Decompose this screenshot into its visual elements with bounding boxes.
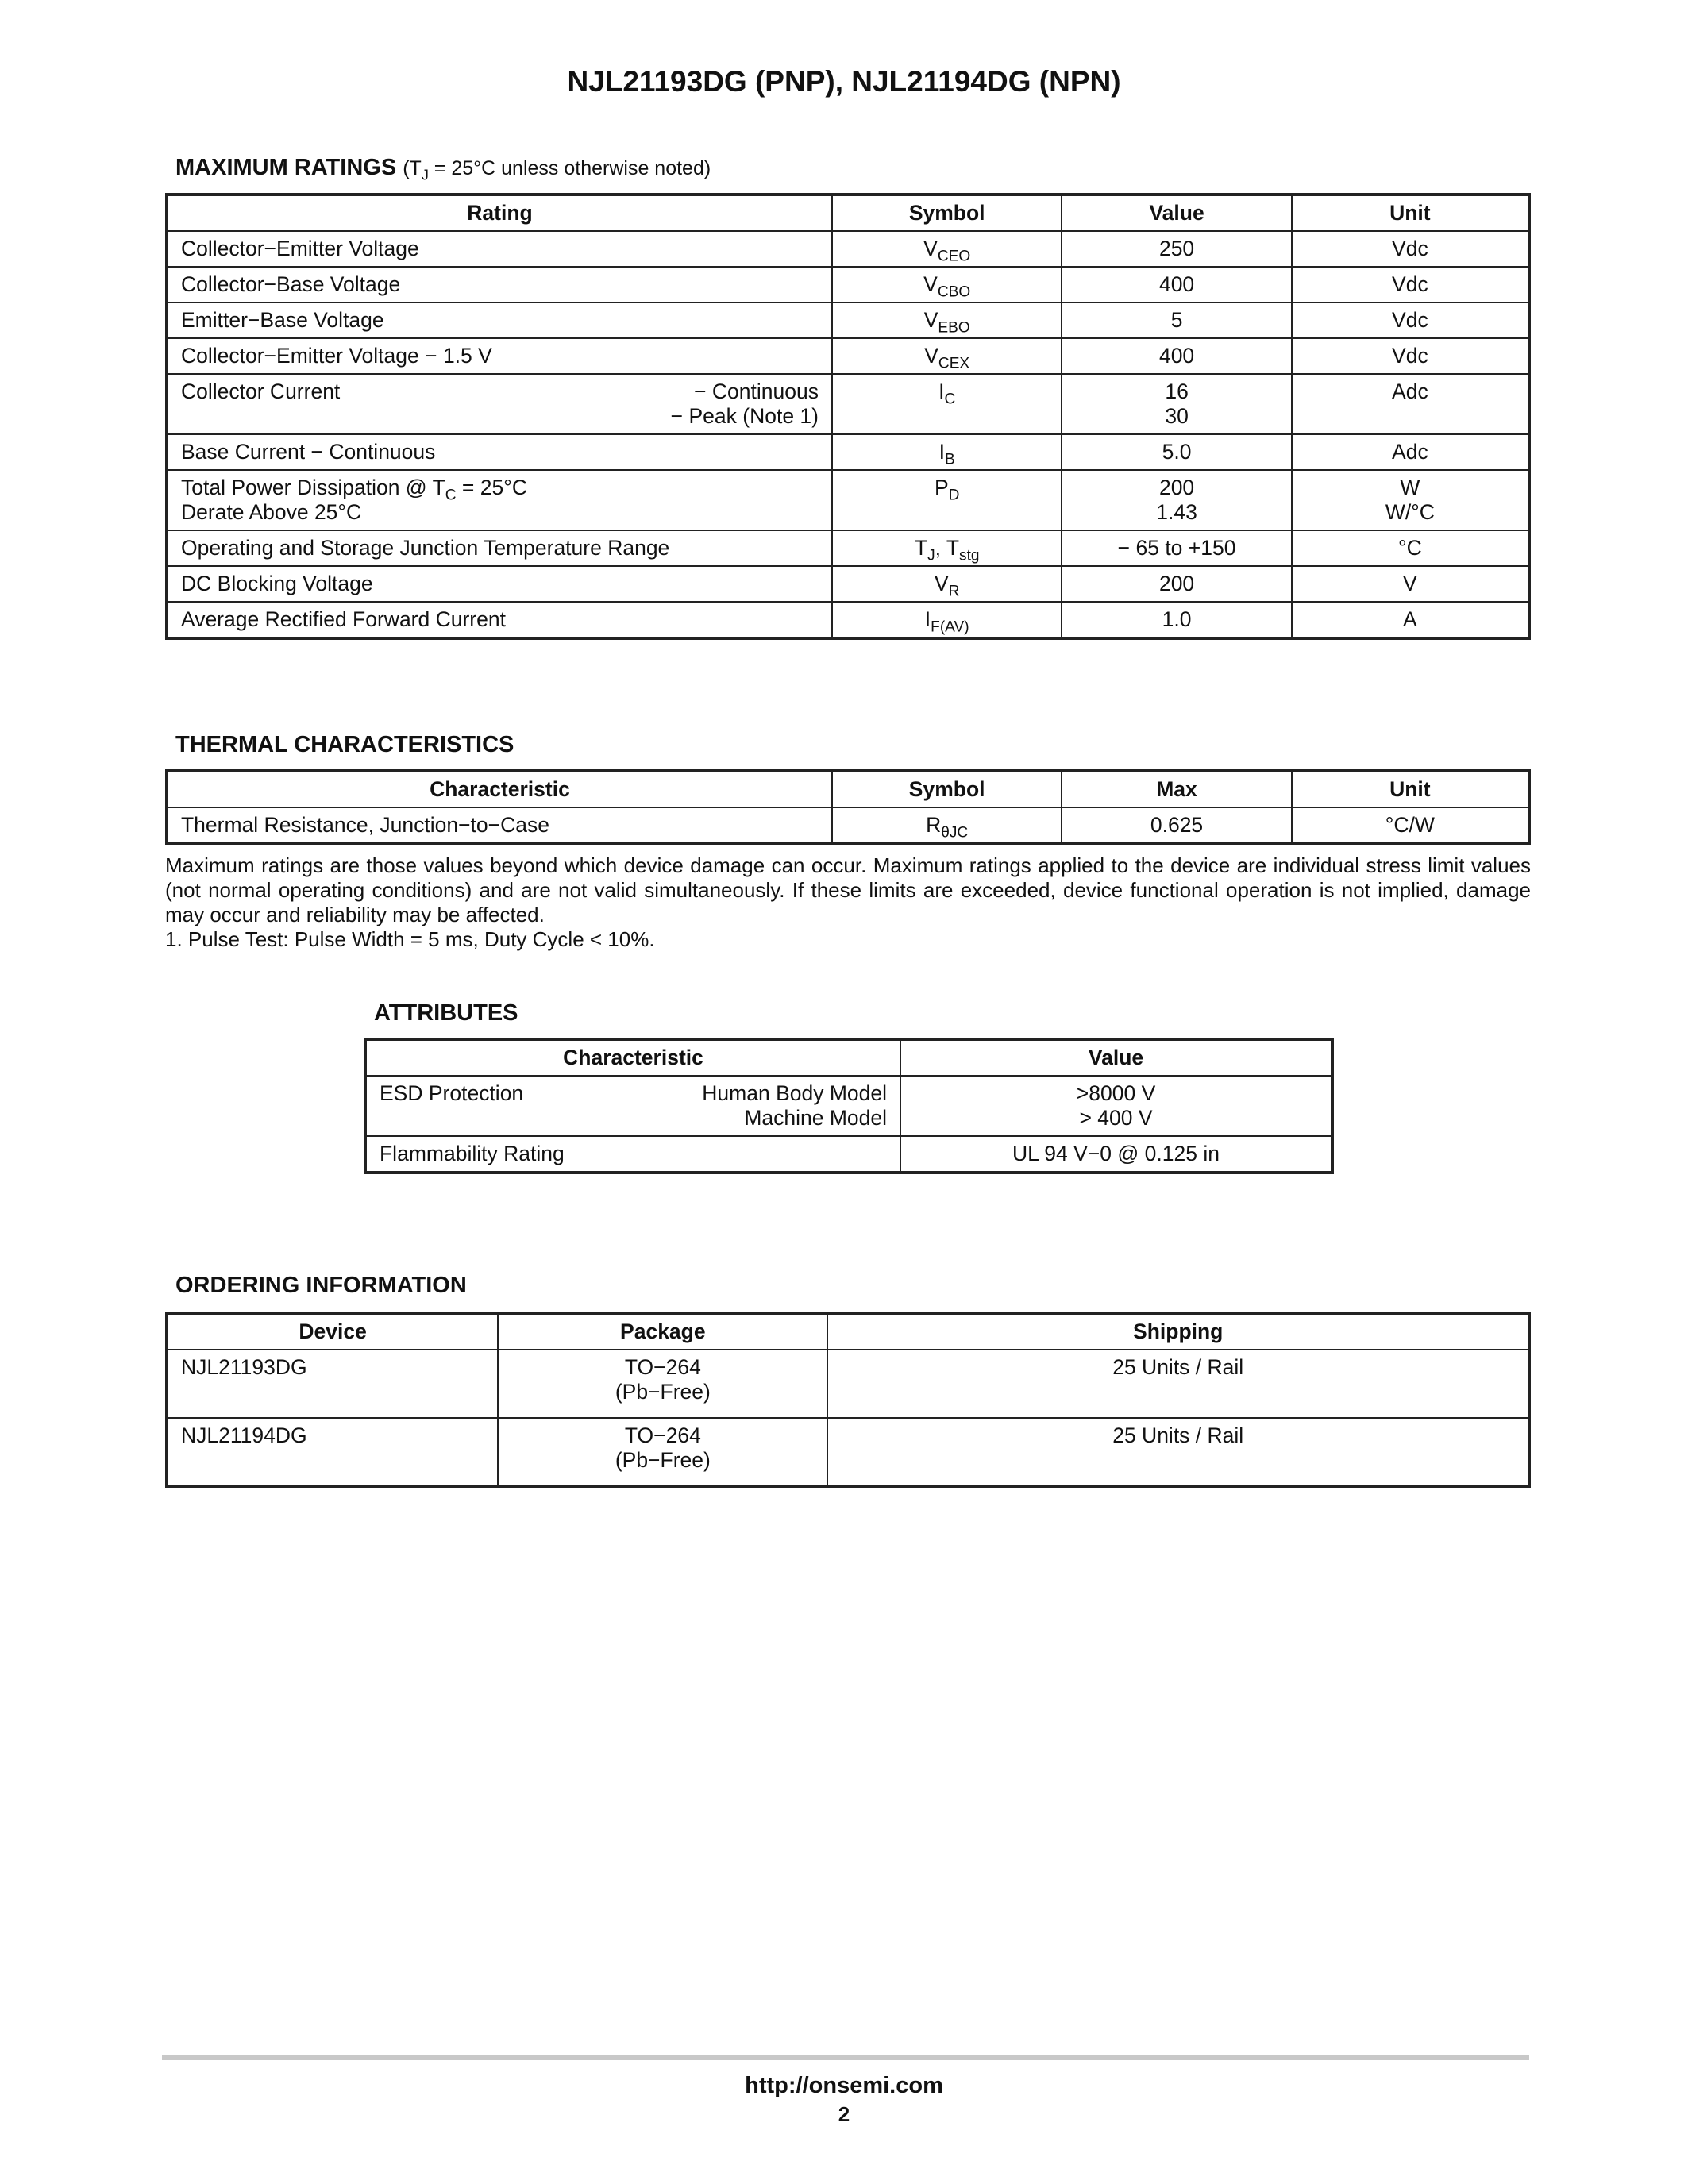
device-cell: NJL21193DG [167, 1350, 498, 1418]
rating-cell: DC Blocking Voltage [167, 566, 832, 602]
rating-label: Collector Current [181, 379, 341, 403]
package-cell: TO−264 (Pb−Free) [498, 1350, 827, 1418]
column-header: Rating [167, 195, 832, 231]
rating-cell: Collector−Emitter Voltage − 1.5 V [167, 338, 832, 374]
table-row [167, 434, 1529, 470]
max-ratings-table [165, 193, 1531, 640]
rating-cell [167, 374, 832, 434]
thermal-heading: THERMAL CHARACTERISTICS [175, 732, 514, 757]
thermal-table [165, 769, 1531, 845]
rating-cell: Total Power Dissipation @ $T_C = 25^\circ C$ Derate Above 25°C [167, 470, 832, 530]
notes-paragraph: Maximum ratings are those values beyond which device damage can occur. Maximum ratings applied to the device are individual stress limit values (not normal operating conditions) and are not valid simultaneously. If these limits are exceeded, device functional operation is not implied, damage may occur and reliability may be affected. [165, 853, 1531, 926]
symbol-cell: $V_R$ [832, 566, 1062, 602]
shipping-cell: 25 Units / Rail [827, 1418, 1529, 1486]
table-row [167, 231, 1529, 267]
symbol-cell: $V_{CBO}$ [832, 267, 1062, 302]
table-row [167, 374, 1529, 434]
characteristic-cell [365, 1076, 900, 1136]
max-ratings-heading [175, 155, 711, 181]
rating-cell: Collector−Base Voltage [167, 267, 832, 302]
unit-cell: W W/°C [1292, 470, 1529, 530]
device-cell: NJL21194DG [167, 1418, 498, 1486]
rating-cell: Emitter−Base Voltage [167, 302, 832, 338]
unit-cell: Vdc [1292, 302, 1529, 338]
rating-cell: Average Rectified Forward Current [167, 602, 832, 638]
footer-url[interactable]: http://onsemi.com [745, 2073, 943, 2098]
rating-cell: Collector−Emitter Voltage [167, 231, 832, 267]
unit-cell: V [1292, 566, 1529, 602]
characteristic-cell: Flammability Rating [365, 1136, 900, 1173]
value-cell: − 65 to +150 [1062, 530, 1291, 566]
table-header-row [365, 1039, 1332, 1076]
value-cell: 250 [1062, 231, 1291, 267]
rating-cell: Operating and Storage Junction Temperature Range [167, 530, 832, 566]
symbol-cell: $V_{EBO}$ [832, 302, 1062, 338]
ordering-table [165, 1312, 1531, 1488]
column-header: Symbol [832, 771, 1062, 807]
table-row [167, 267, 1529, 302]
column-header: Package [498, 1313, 827, 1350]
column-header: Unit [1292, 195, 1529, 231]
ordering-heading: ORDERING INFORMATION [175, 1273, 467, 1298]
table-row [167, 807, 1529, 844]
value-cell: 16 30 [1062, 374, 1291, 434]
table-row [365, 1076, 1332, 1136]
rating-conditions: − Continuous − Peak (Note 1) [670, 379, 819, 428]
max-ratings-title: MAXIMUM RATINGS [175, 155, 397, 180]
value-cell: 200 1.43 [1062, 470, 1291, 530]
shipping-cell: 25 Units / Rail [827, 1350, 1529, 1418]
page-title: NJL21193DG (PNP), NJL21194DG (NPN) [567, 65, 1121, 98]
unit-cell: Vdc [1292, 338, 1529, 374]
page-number: 2 [838, 2102, 850, 2126]
symbol-cell: $R_{\theta JC}$ [832, 807, 1062, 844]
symbol-cell: $I_C$ [832, 374, 1062, 434]
value-cell: 5.0 [1062, 434, 1291, 470]
unit-cell: Vdc [1292, 267, 1529, 302]
value-cell: 400 [1062, 267, 1291, 302]
column-header: Symbol [832, 195, 1062, 231]
package-cell: TO−264 (Pb−Free) [498, 1418, 827, 1486]
table-row [167, 470, 1529, 530]
column-header: Value [900, 1039, 1332, 1076]
characteristic-cell: Thermal Resistance, Junction−to−Case [167, 807, 832, 844]
value-cell: 200 [1062, 566, 1291, 602]
symbol-cell: $T_J$, $T_{stg}$ [832, 530, 1062, 566]
table-row [167, 1418, 1529, 1486]
table-row [167, 602, 1529, 638]
note-1: 1. Pulse Test: Pulse Width = 5 ms, Duty Cycle < 10%. [165, 927, 655, 951]
ratings-notes [165, 853, 1531, 952]
unit-cell: Adc [1292, 374, 1529, 434]
footer-divider [162, 2055, 1529, 2060]
characteristic-label: ESD Protection [380, 1081, 524, 1105]
value-cell: 1.0 [1062, 602, 1291, 638]
table-row [167, 1350, 1529, 1418]
symbol-cell: $P_D$ [832, 470, 1062, 530]
unit-cell: °C [1292, 530, 1529, 566]
value-cell: 0.625 [1062, 807, 1291, 844]
table-row [365, 1136, 1332, 1173]
attributes-table [364, 1038, 1334, 1174]
table-row [167, 338, 1529, 374]
column-header: Shipping [827, 1313, 1529, 1350]
table-row [167, 566, 1529, 602]
table-row [167, 530, 1529, 566]
value-cell: UL 94 V−0 @ 0.125 in [900, 1136, 1332, 1173]
symbol-cell: $V_{CEO}$ [832, 231, 1062, 267]
column-header: Device [167, 1313, 498, 1350]
column-header: Unit [1292, 771, 1529, 807]
table-row [167, 302, 1529, 338]
characteristic-models: Human Body Model Machine Model [702, 1081, 888, 1130]
rating-cell: Base Current − Continuous [167, 434, 832, 470]
unit-cell: A [1292, 602, 1529, 638]
unit-cell: °C/W [1292, 807, 1529, 844]
column-header: Characteristic [365, 1039, 900, 1076]
column-header: Characteristic [167, 771, 832, 807]
table-header-row [167, 771, 1529, 807]
symbol-cell: $I_B$ [832, 434, 1062, 470]
value-cell: 5 [1062, 302, 1291, 338]
column-header: Max [1062, 771, 1291, 807]
unit-cell: Vdc [1292, 231, 1529, 267]
symbol-cell: $I_{F(AV)}$ [832, 602, 1062, 638]
unit-cell: Adc [1292, 434, 1529, 470]
column-header: Value [1062, 195, 1291, 231]
symbol-cell: $V_{CEX}$ [832, 338, 1062, 374]
value-cell: >8000 V > 400 V [900, 1076, 1332, 1136]
value-cell: 400 [1062, 338, 1291, 374]
table-header-row [167, 1313, 1529, 1350]
max-ratings-condition: ($T_J = 25^\circ C$ unless otherwise noted) [403, 157, 711, 183]
attributes-heading: ATTRIBUTES [374, 1000, 518, 1026]
table-header-row [167, 195, 1529, 231]
